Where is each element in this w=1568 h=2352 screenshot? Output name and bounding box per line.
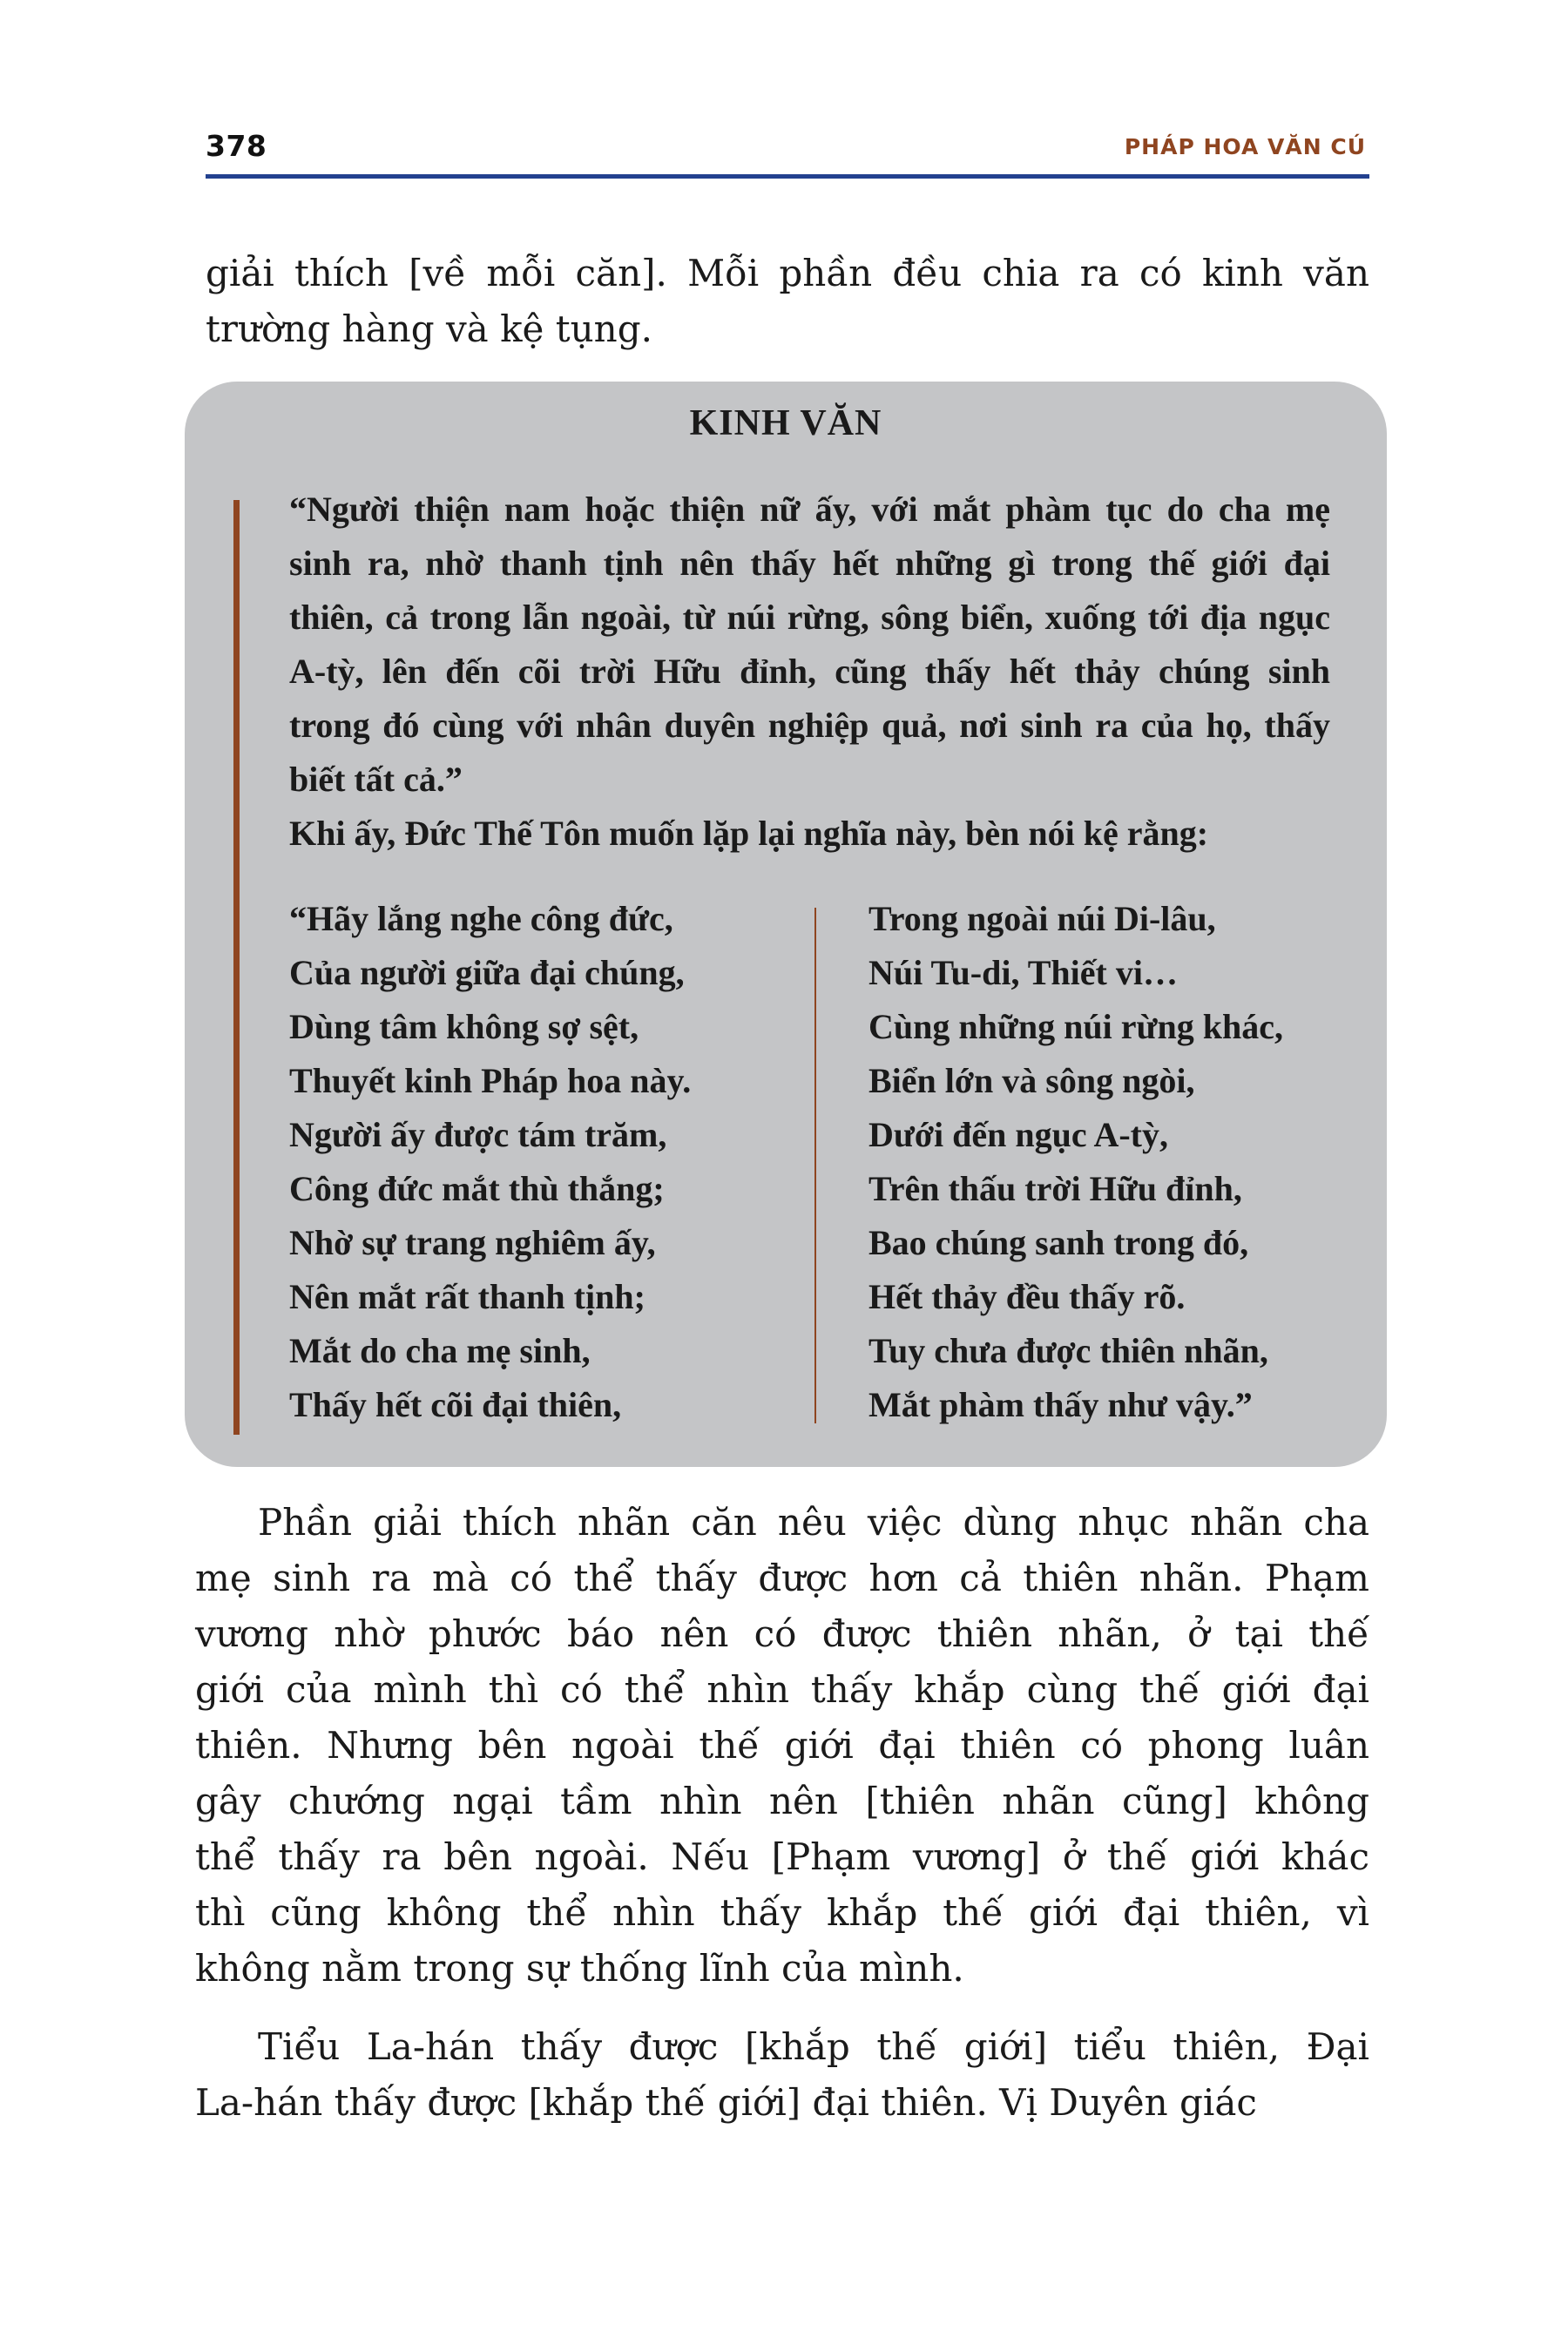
quote-accent-bar (233, 500, 240, 1435)
verse-line: Trên thấu trời Hữu đỉnh, (868, 1169, 1242, 1208)
verse-line: Biển lớn và sông ngòi, (868, 1061, 1195, 1100)
paragraph-line: thì cũng không thể nhìn thấy khắp thế giới đại thiên, vì (195, 1891, 1369, 1934)
verse-line: Mắt phàm thấy như vậy.” (868, 1385, 1253, 1424)
verse-line: Dùng tâm không sợ sệt, (289, 1007, 639, 1046)
paragraph-line: La-hán thấy được [khắp thế giới] đại thiên. Vị Duyên giác (195, 2081, 1257, 2124)
commentary-paragraph-1 (195, 1495, 1369, 1997)
page-header (206, 122, 1369, 176)
paragraph-line: giới của mình thì có thể nhìn thấy khắp cùng thế giới đại (195, 1668, 1369, 1711)
verse-column-left (289, 892, 786, 1432)
verse-line: Thấy hết cõi đại thiên, (289, 1385, 622, 1424)
verse-line: Người ấy được tám trăm, (289, 1115, 667, 1154)
intro-paragraph: giải thích [về mỗi căn]. Mỗi phần đều chia ra có kinh văn trường hàng và kệ tụng. (206, 252, 1369, 350)
paragraph-line: Tiểu La-hán thấy được [khắp thế giới] tiểu thiên, Đại (258, 2025, 1369, 2068)
prose-line: biết tất cả.” (289, 760, 463, 799)
verse-line: Công đức mắt thù thắng; (289, 1169, 665, 1208)
paragraph-line: Phần giải thích nhãn căn nêu việc dùng nhục nhãn cha (258, 1501, 1369, 1544)
verse-line: Thuyết kinh Pháp hoa này. (289, 1061, 692, 1100)
paragraph-line: gây chướng ngại tầm nhìn nên [thiên nhãn cũng] không (195, 1780, 1369, 1822)
prose-line: A-tỳ, lên đến cõi trời Hữu đỉnh, cũng thấy hết thảy chúng sinh (289, 652, 1330, 691)
verse-line: Trong ngoài núi Di-lâu, (868, 899, 1216, 938)
prose-line: “Người thiện nam hoặc thiện nữ ấy, với mắt phàm tục do cha mẹ (289, 490, 1330, 529)
sutra-prose (289, 483, 1330, 807)
verse-line: Nhờ sự trang nghiêm ấy, (289, 1223, 656, 1262)
verse-line: Hết thảy đều thấy rõ. (868, 1277, 1186, 1316)
paragraph-line: không nằm trong sự thống lĩnh của mình. (195, 1947, 964, 1990)
verse-column-right (868, 892, 1330, 1432)
verse-line: Mắt do cha mẹ sinh, (289, 1331, 591, 1370)
prose-line: sinh ra, nhờ thanh tịnh nên thấy hết những gì trong thế giới đại (289, 544, 1330, 583)
verse-intro: Khi ấy, Đức Thế Tôn muốn lặp lại nghĩa này, bèn nói kệ rằng: (289, 814, 1209, 853)
running-title: PHÁP HOA VĂN CÚ (1124, 134, 1366, 159)
verse-line: Tuy chưa được thiên nhãn, (868, 1331, 1268, 1370)
paragraph-line: vương nhờ phước báo nên có được thiên nhãn, ở tại thế (195, 1612, 1369, 1655)
verse-line: Của người giữa đại chúng, (289, 953, 685, 992)
verse-line: Cùng những núi rừng khác, (868, 1007, 1283, 1046)
verse-line: Dưới đến ngục A-tỳ, (868, 1115, 1168, 1154)
paragraph-line: mẹ sinh ra mà có thể thấy được hơn cả thiên nhãn. Phạm (195, 1557, 1369, 1599)
header-rule (206, 174, 1369, 179)
sutra-body (289, 483, 1330, 1432)
page-number: 378 (206, 129, 267, 163)
verse-column-divider (814, 908, 816, 1423)
sutra-text-box (185, 382, 1387, 1467)
commentary-paragraph-2 (195, 2019, 1369, 2131)
verse-line: Bao chúng sanh trong đó, (868, 1223, 1249, 1262)
verse-line: Núi Tu-di, Thiết vi… (868, 953, 1178, 992)
verse-block (289, 892, 1330, 1432)
sutra-heading: KINH VĂN (689, 403, 882, 443)
prose-line: trong đó cùng với nhân duyên nghiệp quả, nơi sinh ra của họ, thấy (289, 706, 1330, 745)
paragraph-line: thiên. Nhưng bên ngoài thế giới đại thiên có phong luân (195, 1724, 1369, 1767)
verse-line: “Hãy lắng nghe công đức, (289, 899, 673, 938)
verse-line: Nên mắt rất thanh tịnh; (289, 1277, 645, 1316)
prose-line: thiên, cả trong lẫn ngoài, từ núi rừng, sông biển, xuống tới địa ngục (289, 598, 1330, 637)
paragraph-line: thể thấy ra bên ngoài. Nếu [Phạm vương] ở thế giới khác (195, 1835, 1369, 1878)
